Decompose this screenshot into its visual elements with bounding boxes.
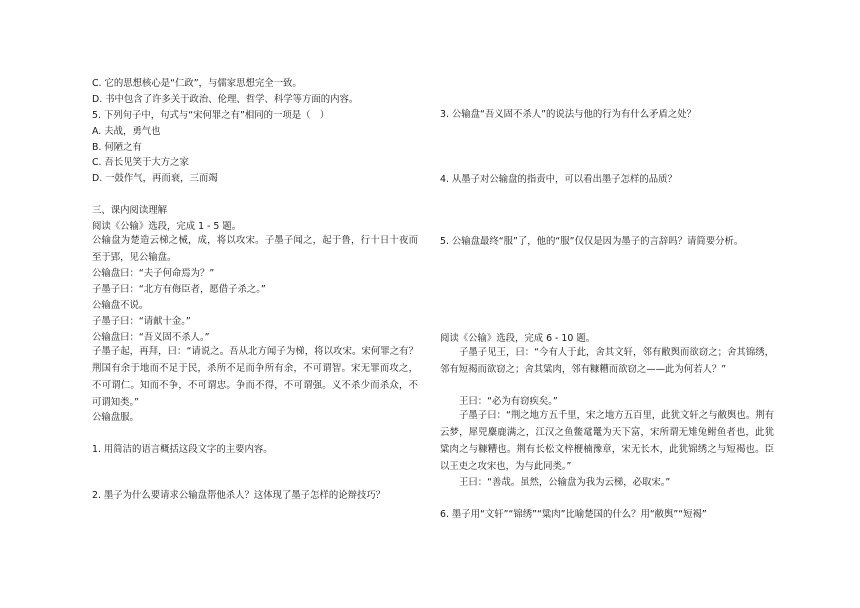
passage-paragraph: 子墨子起，再拜，曰：“请说之。吾从北方闻子为梯，将以攻宋。宋何罪之有？荆国有余于地而不足于民，杀所不足而争所有余，不可谓智。宋无罪而攻之，不可谓仁。知而不争，不可谓忠。争而不得，不可谓强。义不杀少而杀众，不可谓知类。”	[92, 346, 418, 408]
reading-intro-2: 阅读《公输》选段，完成 6 - 10 题。	[440, 333, 596, 344]
question-5-stem: 5. 下列句子中，句式与“宋何罪之有”相同的一项是（ ）	[92, 110, 330, 121]
passage2-line: 王曰：“善哉。虽然，公输盘为我为云梯，必取宋。”	[459, 477, 671, 488]
question-2: 2. 墨子为什么要请求公输盘帮他杀人？这体现了墨子怎样的论辩技巧？	[92, 490, 386, 501]
section-title: 三、课内阅读理解	[92, 205, 168, 216]
passage-line: 公输盘不说。	[92, 300, 149, 311]
passage-line: 子墨子曰：“北方有侮臣者，愿借子杀之。”	[92, 284, 266, 295]
question-3: 3. 公输盘“吾义固不杀人”的说法与他的行为有什么矛盾之处？	[440, 109, 697, 120]
passage-line: 子墨子曰：“请献十金。”	[92, 316, 191, 327]
passage-line: 公输盘服。	[92, 412, 139, 423]
question-5-option-a: A. 夫战，勇气也	[92, 126, 161, 137]
question-5-option-b: B. 何陋之有	[92, 142, 142, 153]
option-d: D. 书中包含了许多关于政治、伦理、哲学、科学等方面的内容。	[92, 94, 359, 105]
passage2-paragraph: 子墨子曰：“荆之地方五千里，宋之地方五百里，此犹文轩之与敝舆也。荆有云梦，犀兕麋鹿满之，江汉之鱼鳖鼋鼍为天下富，宋所谓无雉兔鲋鱼者也，此犹粱肉之与糠糟也。荆有长松文梓楩楠豫章，宋无长木，此犹锦绣之与短褐也。臣以王吏之攻宋也，为与此同类。”	[440, 410, 774, 472]
question-1: 1. 用简洁的语言概括这段文字的主要内容。	[92, 444, 273, 455]
question-4: 4. 从墨子对公输盘的指责中，可以看出墨子怎样的品质？	[440, 174, 677, 185]
question-5-option-d: D. 一鼓作气，再而衰，三而竭	[92, 173, 218, 184]
question-5: 5. 公输盘最终“服”了，他的“服”仅仅是因为墨子的言辞吗？请简要分析。	[440, 236, 744, 247]
reading-intro: 阅读《公输》选段，完成 1 - 5 题。	[92, 221, 242, 232]
passage2-line: 王曰：“必为有窃疾矣。”	[459, 396, 558, 407]
passage-line: 公输盘曰：“夫子何命焉为？”	[92, 268, 215, 279]
passage-line: 公输盘曰：“吾义固不杀人。”	[92, 332, 210, 343]
passage2-paragraph: 子墨子见王，曰：“今有人于此，舍其文轩，邻有敝舆而欲窃之；舍其锦绣，邻有短褐而欲窃之；舍其粱肉，邻有糠糟而欲窃之——此为何若人？”	[440, 347, 774, 375]
question-5-option-c: C. 吾长见笑于大方之家	[92, 157, 189, 168]
passage-paragraph: 公输盘为楚造云梯之械，成，将以攻宋。子墨子闻之，起于鲁，行十日十夜而至于郢，见公输盘。	[92, 235, 418, 263]
option-c: C. 它的思想核心是“仁政”，与儒家思想完全一致。	[92, 78, 302, 89]
question-6: 6. 墨子用“文轩”“锦绣”“粱肉”比喻楚国的什么？用“敝舆”“短褐”	[440, 509, 707, 520]
